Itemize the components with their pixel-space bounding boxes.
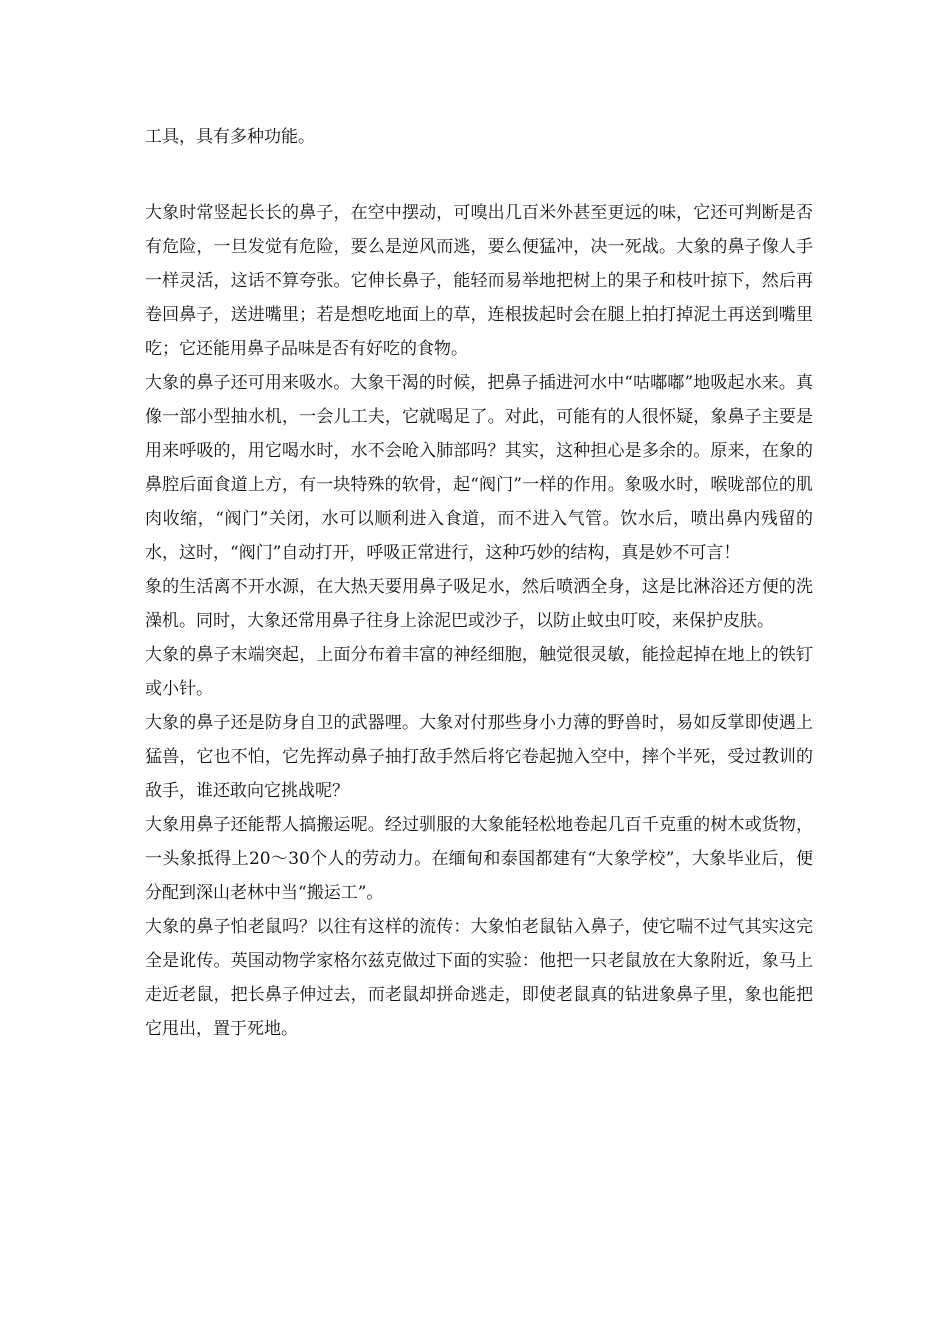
- intro-text: [145, 120, 813, 154]
- paragraph-6: 大象的鼻子还是防身自卫的武器哩。大象对付那些身小力薄的野兽时，易如反掌即使遇上猛兽，它也不怕，它先挥动鼻子抽打敌手然后将它卷起抛入空中，摔个半死，受过教训的敌手，谁还敢向它挑战呢？: [145, 713, 813, 801]
- paragraph-8: 大象的鼻子怕老鼠吗？以往有这样的流传：大象怕老鼠钻入鼻子，使它喘不过气其实这完全是讹传。英国动物学家格尔兹克做过下面的实验：他把一只老鼠放在大象附近，象马上走近老鼠，把长鼻子伸过去，而老鼠却拼命逃走，即使老鼠真的钻进象鼻子里，象也能把它甩出，置于死地。: [145, 917, 813, 1039]
- paragraph-1: 工具，具有多种功能。: [145, 127, 315, 147]
- paragraph-3: 大象的鼻子还可用来吸水。大象干渴的时候，把鼻子插进河水中“咕嘟嘟”地吸起水来。真像一部小型抽水机，一会儿工夫，它就喝足了。对此，可能有的人很怀疑，象鼻子主要是用来呼吸的，用它喝水时，水不会呛入肺部吗？其实，这种担心是多余的。原来，在象的鼻腔后面食道上方，有一块特殊的软骨，起“阀门”一样的作用。象吸水时，喉咙部位的肌肉收缩，“阀门”关闭，水可以顺利进入食道，而不进入气管。饮水后，喷出鼻内残留的水，这时，“阀门”自动打开，呼吸正常进行，这种巧妙的结构，真是妙不可言！: [145, 373, 813, 563]
- body-text: [145, 196, 813, 1046]
- paragraph-7: 大象用鼻子还能帮人搞搬运呢。经过驯服的大象能轻松地卷起几百千克重的树木或货物，一头象抵得上20～30个人的劳动力。在缅甸和泰国都建有“大象学校”，大象毕业后，便分配到深山老林中当“搬运工”。: [145, 815, 813, 903]
- paragraph-5: 大象的鼻子末端突起，上面分布着丰富的神经细胞，触觉很灵敏，能捡起掉在地上的铁钉或小针。: [145, 645, 813, 699]
- paragraph-2: 大象时常竖起长长的鼻子，在空中摆动，可嗅出几百米外甚至更远的味，它还可判断是否有危险，一旦发觉有危险，要么是逆风而逃，要么便猛冲，决一死战。大象的鼻子像人手一样灵活，这话不算夸张。它伸长鼻子，能轻而易举地把树上的果子和枝叶掠下，然后再卷回鼻子，送进嘴里；若是想吃地面上的草，连根拔起时会在腿上拍打掉泥土再送到嘴里吃；它还能用鼻子品味是否有好吃的食物。: [145, 203, 813, 359]
- paragraph-4: 象的生活离不开水源，在大热天要用鼻子吸足水，然后喷洒全身，这是比淋浴还方便的洗澡机。同时，大象还常用鼻子往身上涂泥巴或沙子，以防止蚊虫叮咬，来保护皮肤。: [145, 577, 813, 631]
